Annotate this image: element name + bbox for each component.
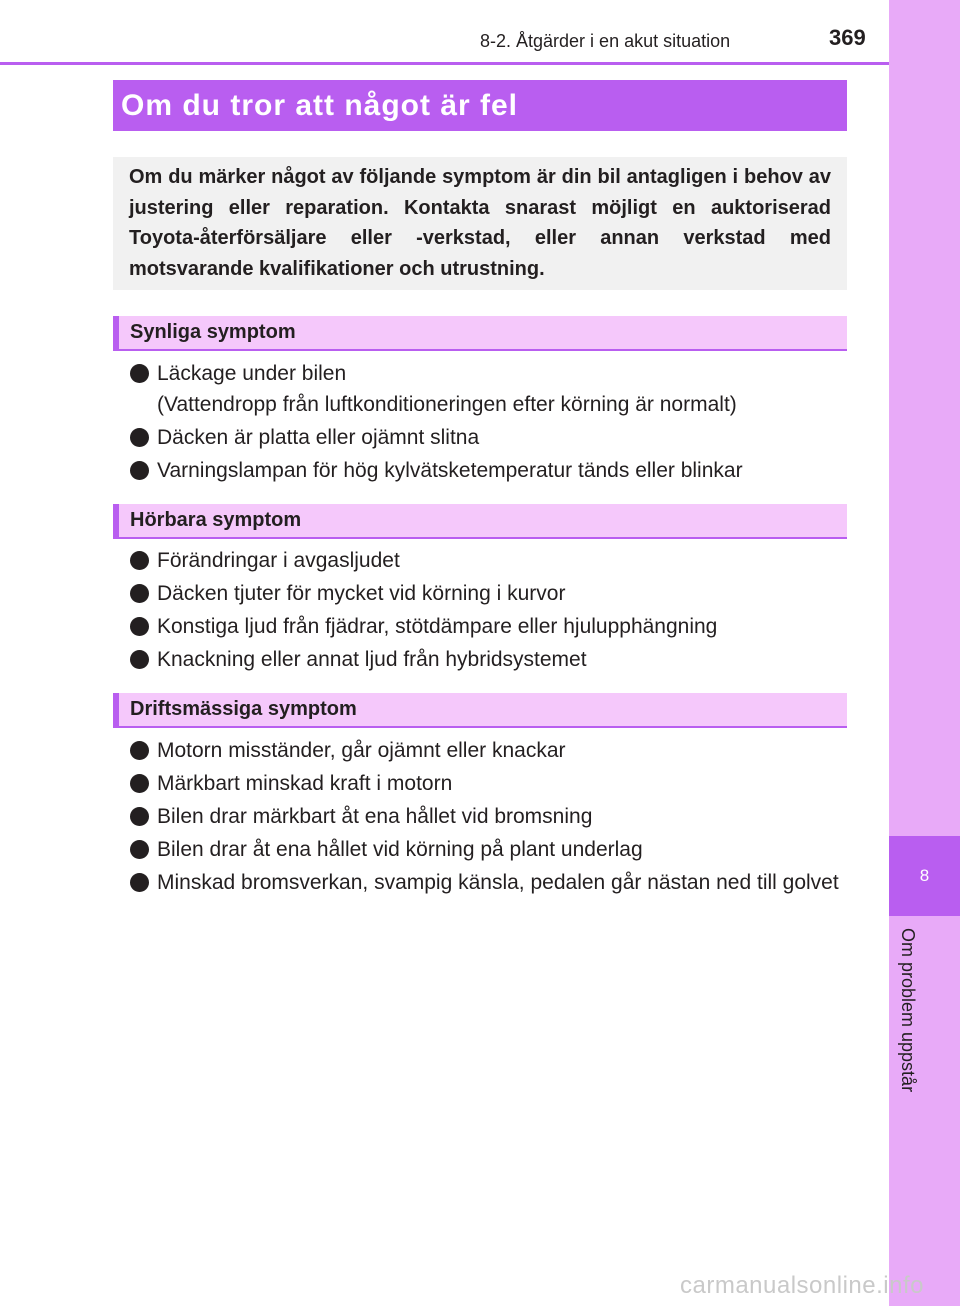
list-item bbox=[130, 358, 845, 420]
bullet-icon bbox=[130, 650, 149, 669]
bullet-icon bbox=[130, 774, 149, 793]
list-item-text: Förändringar i avgasljudet bbox=[157, 549, 400, 572]
list-item bbox=[130, 768, 845, 799]
list-item bbox=[130, 578, 845, 609]
list-item bbox=[130, 801, 845, 832]
bullet-icon bbox=[130, 840, 149, 859]
intro-text: Om du märker något av följande symptom är din bil antagligen i behov av justering eller reparation. Kontakta snarast möjligt en auktoriserad Toyota-återförsäljare eller -verkstad, eller annan verkstad med motsvarande kvalifikationer och utrustning. bbox=[129, 166, 831, 280]
audible-symptoms-list bbox=[130, 545, 845, 677]
header-section-title: 8-2. Åtgärder i en akut situation bbox=[480, 31, 731, 51]
section-heading-text: Driftsmässiga symptom bbox=[130, 698, 357, 720]
list-item-text: Konstiga ljud från fjädrar, stötdämpare eller hjulupphängning bbox=[157, 615, 718, 638]
operational-symptoms-list bbox=[130, 735, 845, 900]
bullet-icon bbox=[130, 617, 149, 636]
page-number: 369 bbox=[829, 25, 866, 50]
bullet-icon bbox=[130, 807, 149, 826]
list-item-text: Motorn misständer, går ojämnt eller knackar bbox=[157, 739, 566, 762]
list-item-text: Bilen drar åt ena hållet vid körning på plant underlag bbox=[157, 838, 643, 861]
watermark-text: carmanualsonline.info bbox=[680, 1272, 924, 1299]
list-item bbox=[130, 735, 845, 766]
list-item-text: Däcken tjuter för mycket vid körning i kurvor bbox=[157, 582, 566, 605]
section-heading-audible bbox=[113, 504, 847, 539]
list-item bbox=[130, 545, 845, 576]
bullet-icon bbox=[130, 584, 149, 603]
list-item-text: Varningslampan för hög kylvätsketemperatur tänds eller blinkar bbox=[157, 459, 743, 482]
list-item-text: Knackning eller annat ljud från hybridsystemet bbox=[157, 648, 587, 671]
list-item-text: Minskad bromsverkan, svampig känsla, pedalen går nästan ned till golvet bbox=[157, 871, 839, 894]
visible-symptoms-list bbox=[130, 358, 845, 488]
list-item bbox=[130, 455, 845, 486]
bullet-icon bbox=[130, 364, 149, 383]
bullet-icon bbox=[130, 551, 149, 570]
page-title-bar bbox=[113, 80, 847, 131]
intro-box bbox=[113, 157, 847, 290]
chapter-number-tab bbox=[889, 836, 960, 916]
section-heading-text: Synliga symptom bbox=[130, 321, 296, 343]
section-heading-operational bbox=[113, 693, 847, 728]
bullet-icon bbox=[130, 428, 149, 447]
list-item bbox=[130, 422, 845, 453]
list-item bbox=[130, 834, 845, 865]
chapter-number: 8 bbox=[919, 866, 930, 885]
bullet-icon bbox=[130, 741, 149, 760]
list-item-text: Läckage under bilen (Vattendropp från luftkonditioneringen efter körning är normalt) bbox=[157, 362, 737, 416]
page-title: Om du tror att något är fel bbox=[121, 88, 519, 122]
list-item-text: Bilen drar märkbart åt ena hållet vid bromsning bbox=[157, 805, 593, 828]
list-item bbox=[130, 867, 845, 898]
bullet-icon bbox=[130, 873, 149, 892]
list-item-text: Märkbart minskad kraft i motorn bbox=[157, 772, 453, 795]
section-heading-text: Hörbara symptom bbox=[130, 509, 302, 531]
header-divider bbox=[0, 62, 889, 65]
list-item bbox=[130, 611, 845, 642]
bullet-icon bbox=[130, 461, 149, 480]
list-item bbox=[130, 644, 845, 675]
chapter-label: Om problem uppstår bbox=[898, 928, 918, 1093]
section-heading-visible bbox=[113, 316, 847, 351]
list-item-text: Däcken är platta eller ojämnt slitna bbox=[157, 426, 480, 449]
